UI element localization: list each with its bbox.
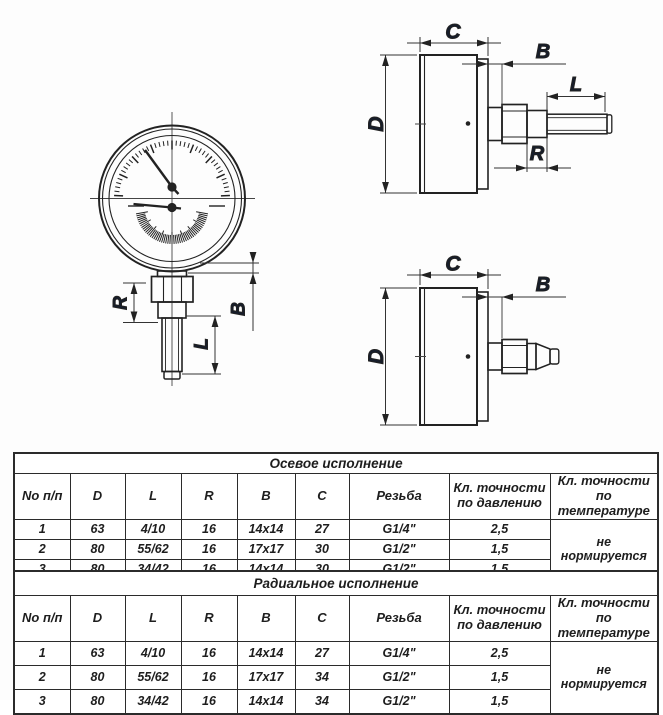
back-screw [466, 354, 471, 359]
data-cell: 1 [14, 519, 70, 539]
data-cell: 27 [295, 519, 349, 539]
header-cell: Кл. точности по температуре [550, 474, 658, 520]
header-cell: D [70, 474, 125, 520]
radial-spec-table [13, 570, 659, 715]
data-cell: 80 [70, 689, 125, 714]
dim-label-R-front: R [111, 296, 132, 310]
header-cell: R [181, 474, 237, 520]
table-title: Радиальное исполнение [14, 571, 658, 596]
fitting-tip [550, 349, 559, 364]
header-cell: B [237, 474, 295, 520]
dim-label-L-axial: L [570, 74, 582, 96]
data-cell: 55/62 [125, 539, 181, 559]
data-cell: 17x17 [237, 665, 295, 689]
dim-label-B-front: B [229, 302, 250, 316]
data-cell: 63 [70, 641, 125, 665]
data-cell: 16 [181, 539, 237, 559]
data-cell: 30 [295, 539, 349, 559]
header-cell: Кл. точности по температуре [550, 596, 658, 642]
merged-cell: не нормируется [550, 519, 658, 580]
data-cell: 14x14 [237, 519, 295, 539]
dim-label-C-axial: C [445, 20, 461, 43]
fitting-cone [536, 344, 550, 370]
data-cell: 16 [181, 665, 237, 689]
data-cell: 27 [295, 641, 349, 665]
dim-label-B-axial: B [536, 41, 550, 63]
dim-label-L-front: L [192, 338, 213, 350]
radial-side-view [365, 252, 566, 425]
header-cell: Резьба [349, 474, 449, 520]
hex-nut [502, 340, 527, 374]
header-cell: Кл. точности по давлению [449, 596, 550, 642]
dim-label-D-radial: D [365, 349, 388, 364]
header-cell: B [237, 596, 295, 642]
data-cell: 16 [181, 689, 237, 714]
data-cell: 1 [14, 641, 70, 665]
data-cell: 55/62 [125, 665, 181, 689]
temperature-needle-hub [167, 203, 176, 212]
data-cell: 17x17 [237, 539, 295, 559]
data-cell: 34/42 [125, 689, 181, 714]
header-cell: Кл. точности по давлению [449, 474, 550, 520]
data-cell: 63 [70, 519, 125, 539]
data-cell: 16 [181, 641, 237, 665]
axial-side-view [365, 20, 612, 193]
data-cell: 34 [295, 689, 349, 714]
data-cell: 2,5 [449, 519, 550, 539]
header-row [14, 474, 658, 520]
data-cell: 16 [181, 519, 237, 539]
table-title: Осевое исполнение [14, 453, 658, 474]
data-cell: 80 [70, 539, 125, 559]
header-cell: L [125, 474, 181, 520]
dim-label-R-axial: R [530, 143, 545, 165]
data-cell: 1,5 [449, 689, 550, 714]
data-cell: 80 [70, 665, 125, 689]
data-cell: 2 [14, 665, 70, 689]
axial-dimension-lines [380, 37, 605, 193]
data-cell: G1/2" [349, 689, 449, 714]
dim-label-D-axial: D [365, 116, 388, 131]
data-cell: 2,5 [449, 641, 550, 665]
dim-label-C-radial: C [445, 252, 461, 275]
data-cell: G1/4" [349, 641, 449, 665]
data-cell: 14x14 [237, 641, 295, 665]
fitting-ring [527, 344, 536, 370]
boss [488, 343, 502, 370]
dimension-arrowheads [131, 40, 605, 425]
back-flange [477, 59, 488, 189]
data-cell: G1/2" [349, 539, 449, 559]
dim-label-B-radial: B [536, 274, 550, 296]
data-cell: 2 [14, 539, 70, 559]
pressure-needle [145, 150, 172, 187]
header-cell: Резьба [349, 596, 449, 642]
header-cell: L [125, 596, 181, 642]
data-cell: 34 [295, 665, 349, 689]
data-cell: 14x14 [237, 689, 295, 714]
header-cell: No п/п [14, 596, 70, 642]
header-cell: D [70, 596, 125, 642]
back-screw [466, 121, 471, 126]
merged-cell: не нормируется [550, 641, 658, 714]
axial-spec-table [13, 452, 659, 581]
hex-nut [502, 105, 527, 144]
back-flange [477, 292, 488, 421]
data-cell: 4/10 [125, 641, 181, 665]
header-cell: C [295, 596, 349, 642]
data-cell: 3 [14, 689, 70, 714]
data-cell: 1,5 [449, 665, 550, 689]
header-cell: R [181, 596, 237, 642]
table-row [14, 519, 658, 539]
front-view [90, 112, 259, 386]
pressure-needle-hub [167, 182, 176, 191]
header-cell: C [295, 474, 349, 520]
data-cell: G1/4" [349, 519, 449, 539]
table-row [14, 641, 658, 665]
header-cell: No п/п [14, 474, 70, 520]
boss [488, 108, 502, 141]
probe-stem [547, 114, 607, 134]
data-cell: G1/2" [349, 665, 449, 689]
header-row [14, 596, 658, 642]
data-cell: 4/10 [125, 519, 181, 539]
data-cell: 1,5 [449, 539, 550, 559]
thread-collar [527, 111, 547, 138]
